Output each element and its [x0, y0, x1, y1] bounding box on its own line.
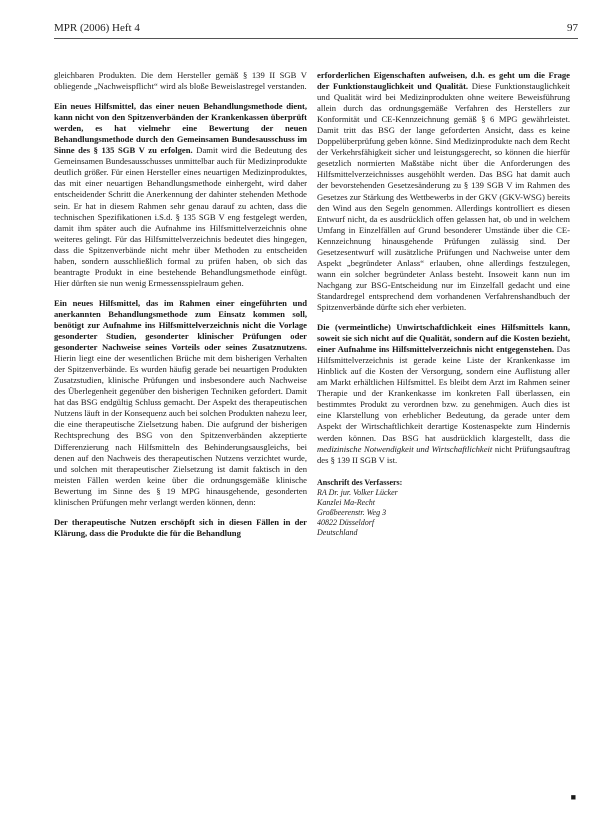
italic-emphasis: medizinische Notwendigkeit und Wirtschaftlichkeit — [317, 443, 493, 454]
paragraph-3 — [54, 298, 307, 508]
paragraph-4 — [54, 517, 307, 539]
left-column — [54, 70, 307, 548]
paragraph-1 — [54, 70, 307, 92]
bold-thesis: Ein neues Hilfsmittel, das einer neuen Behandlungsmethode dient, kann nicht von den Spitzenverbänden der Krankenkassen überprüft werden, es hat vielmehr eine Bewertung der neuen Behandlungsmethode durch den Gemeinsamen Bundesausschuss im Sinne des § 135 SGB V zu erfolgen. — [54, 101, 307, 156]
bold-thesis: Ein neues Hilfsmittel, das im Rahmen einer eingeführten und anerkannten Behandlungsmethode zum Einsatz kommen soll, benötigt zur Aufnahme ins Hilfsmittelverzeichnis nicht die Vorlage gesonderter Studien, gesonderter klinischer Prüfungen oder gesonderter Nachweise seines Vorteils oder seines Zusatznutzens. — [54, 297, 307, 353]
right-column — [317, 70, 570, 538]
journal-reference: MPR (2006) Heft 4 — [54, 22, 140, 34]
address-line: Deutschland — [317, 527, 358, 537]
end-of-article-mark: ■ — [570, 792, 576, 802]
bold-thesis: Der therapeutische Nutzen erschöpft sich in diesen Fällen in der Klärung, dass die Produkte die für die Behandlung — [54, 516, 307, 538]
paragraph-5 — [317, 70, 570, 313]
paragraph-text: Diese Funktionstauglichkeit und Qualität wird bei Medizinprodukten ohne weitere Beweisführung allein durch das ordnungsgemäße Verfahren des Herstellers zur Konformität und CE-Kennzeichnung gemäß § 6 MPG gewährleistet. Damit tritt das BSG der lange geforderten Ansicht, dass es keine Doppelüberprüfung geben könne. Sind Medizinprodukte nach dem Recht der Verkehrsfähigkeit sicher und leistungsgerecht, so können die hierfür gesetzlich normierten Maßstäbe nicht über die Anforderungen des Hilfsmittelverzeichnisses ausgehöhlt werden. Das BSG hat damit auch der bevorstehenden Gesetzesänderung zu § 139 SGB V im Rahmen des Gesetzes zur Stärkung des Wettbewerbs in der GKV (GKV-WSG) bereits den Wind aus den Segeln genommen. Allerdings kontrolliert es diesen Entwurf nicht, da es ausdrücklich offen gelassen hat, ob und in welchem Umfang in Einzelfällen auf Grund besonderer Umstände über die CE-Kennzeichnung hinausgehende Prüfungen zulässig sind. Der Gesetzesentwurf will zusätzliche Prüfungen und Nachweise unter dem Aspekt „begründeter Anlass“ erlauben, ohne allerdings festzulegen, wann ein solcher begründeter Anlass besteht. Insoweit kann nun im Nachgang zur BSG-Entscheidung nur im Einzelfall gedacht und eine Standardregel entsprechend dem vorhandenen Verfahrenshandbuch der Spitzenverbände dürfte sich eher verbieten. — [317, 81, 570, 312]
paragraph-text: Damit wird die Bedeutung des Gemeinsamen Bundesausschusses unmittelbar auch für Medizinprodukte deutlich größer. Für einen Hersteller eines neuartigen Medizinproduktes, das mit einer neuartigen Behandlungsmethode einhergeht, wird daher entscheidender Schritt die Anerkennung der dahinter stehenden Methode sein. Er hat in diesem Rahmen sehr genau darauf zu achten, dass die technischen Spezifikationen i.S.d. § 135 SGB V eng festgelegt werden, damit ihm später auch die Aufnahme ins Hilfsmittelverzeichnis ohne weiteres gelingt. Für das Hilfsmittelverzeichnis bedeutet dies hingegen, dass die Spitzenverbände nicht mehr über Methoden zu entscheiden haben, sondern ausschließlich formal zu prüfen haben, ob sich das beantragte Produkt in eine bestehende Behandlungsmethode einfügt. Hier dürften sie nun wenig Ermessensspielraum gehen. — [54, 145, 307, 288]
page-number: 97 — [567, 22, 578, 34]
page-header — [54, 22, 578, 42]
paragraph-6 — [317, 322, 570, 466]
paragraph-text: gleichbaren Produkten. Die dem Hersteller gemäß § 139 II SGB V obliegende „Nachweispflicht“ wird als bloße Beweislastregel verstanden. — [54, 70, 307, 92]
bold-thesis: Die (vermeintliche) Unwirtschaftlichkeit eines Hilfsmittels kann, soweit sie sich nicht auf die Qualität, sondern auf die Kosten bezieht, einer Aufnahme ins Hilfsmittelverzeichnis nicht entgegenstehen. — [317, 322, 570, 355]
address-line: 40822 Düsseldorf — [317, 517, 375, 527]
paragraph-2 — [54, 101, 307, 289]
paragraph-text: Hierin liegt eine der wesentlichen Brüche mit dem bisherigen Verhalten der Spitzenverbände. Es wurden häufig gerade bei neuartigen Produkten Zusatzstudien, klinische Prüfungen und insbesondere auch Nachweise des Überlegenheit gegenüber den bisherigen Techniken gefordert. Damit hat das BSG endgültig Schluss gemacht. Der Aspekt des therapeutischen Nutzens läuft in der Konsequenz auch bei solchen Produkten nahezu leer, die eine therapeutische Zielsetzung haben. Die aufgrund der bisherigen Rechtsprechung des BSG von den Spitzenverbänden akzeptierte Differenzierung nach Hilfsmitteln des Behinderungsausgleichs, bei denen auf den Nachweis des therapeutischen Nutzens verzichtet wurde, und solchen mit therapeutischer Zielsetzung ist damit faktisch in den meisten Fällen werden keine über die ordnungsgemäße klinische Bewertung im Sinne des § 19 MPG hinausgehende, gesonderten klinischen Prüfungen mehr verlangt werden können, denn: — [54, 353, 307, 507]
paragraph-text: nicht Prüfungsauftrag des § 139 II SGB V ist. — [317, 443, 570, 465]
bold-thesis: erforderlichen Eigenschaften aufweisen, d.h. es geht um die Frage der Funktionstauglichkeit und Qualität. — [317, 70, 570, 92]
header-rule — [54, 38, 578, 39]
author-address — [317, 478, 570, 538]
address-line: Kanzlei Ma-Recht — [317, 497, 375, 507]
address-line: Großbeerenstr. Weg 3 — [317, 507, 387, 517]
address-title: Anschrift des Verfassers: — [317, 477, 403, 487]
paragraph-text: Das Hilfsmittelverzeichnis ist gerade keine Liste der Krankenkasse im Hinblick auf die Kosten der Versorgung, sondern eine Auflistung aller am Markt erhältlichen Hilfsmittel. Es bleibt dem Arzt im Rahmen seiner Therapie und der Krankenkasse im konkreten Fall überlassen, ein bestimmtes Produkt zu verordnen bzw. zu genehmigen. Auch dies ist eine Klarstellung von erheblicher Bedeutung, da gerade unter dem Aspekt der Wirtschaftlichkeit derartige Kostenaspekte zum Hindernis werden können. Das BSG hat ausdrücklich klargestellt, dass die — [317, 344, 571, 443]
address-line: RA Dr. jur. Volker Lücker — [317, 487, 398, 497]
